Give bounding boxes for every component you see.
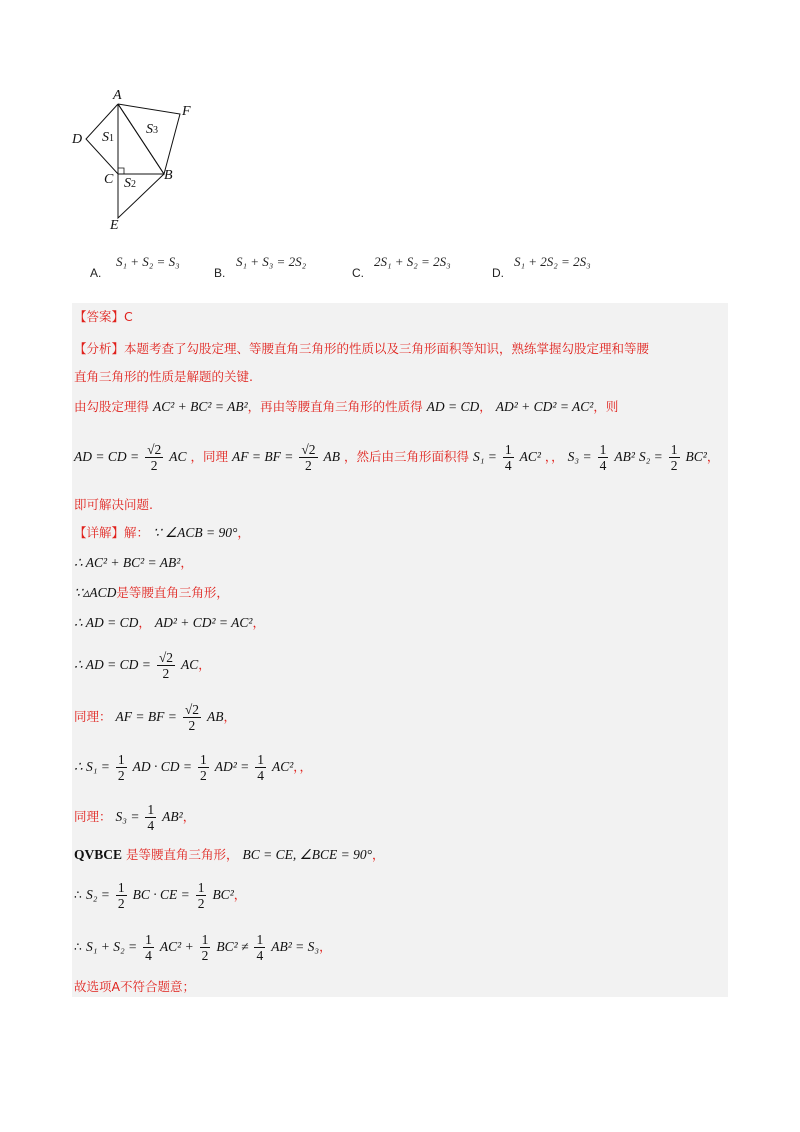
answer-options: A. S₁ + S₂ = S₃ B. S₁ + S₃ = 2S₂ C. 2S₁ + S₂ = 2S₃ D. S₁ + 2S₂ = 2S₃ bbox=[90, 254, 591, 280]
detail-line-12: 故选项A不符合题意； bbox=[74, 979, 196, 994]
analysis-line-5: 即可解决问题. bbox=[74, 497, 153, 512]
detail-line-8: 同理： S₃ = $\frac{1}{4}$ AB²， bbox=[74, 802, 196, 833]
detail-line-4: ∴ AD = CD， AD² + CD² = AC²， bbox=[74, 615, 265, 630]
point-F-label: F bbox=[182, 104, 191, 119]
detail-line-2: ∴ AC² + BC² = AB²， bbox=[74, 555, 193, 570]
detail-line-11: ∴ S₁ + S₂ = $\frac{1}{4}$ AC² + $\frac{1}{2}$ BC² ≠ $\frac{1}{4}$ AB² = S₃， bbox=[74, 932, 332, 963]
detail-line-1: 【详解】解： ∵ ∠ACB = 90°， bbox=[74, 525, 250, 540]
point-C-label: C bbox=[104, 172, 114, 187]
analysis-line-2: 直角三角形的性质是解题的关键. bbox=[74, 369, 253, 384]
point-A-label: A bbox=[113, 88, 122, 103]
detail-line-3: ∵▵ACD是等腰直角三角形， bbox=[74, 585, 229, 600]
detail-line-6: 同理： AF = BF = $\frac{√2}{2}$ AB， bbox=[74, 702, 236, 733]
area-S2-label: S2 bbox=[124, 176, 136, 191]
point-E-label: E bbox=[110, 218, 119, 233]
detail-line-9: QVBCE 是等腰直角三角形， BC = CE, ∠BCE = 90°， bbox=[74, 847, 385, 862]
area-S1-label: S1 bbox=[102, 130, 114, 145]
point-D-label: D bbox=[72, 132, 83, 147]
detail-line-10: ∴ S₂ = $\frac{1}{2}$ BC · CE = $\frac{1}{2}$ BC²， bbox=[74, 880, 247, 911]
detail-line-7: ∴ S₁ = $\frac{1}{2}$ AD · CD = $\frac{1}{2}$ AD² = $\frac{1}{4}$ AC²，， bbox=[74, 752, 313, 783]
area-S3-label: S3 bbox=[146, 122, 158, 137]
geometry-figure bbox=[68, 88, 208, 237]
point-B-label: B bbox=[164, 168, 173, 183]
answer-line: 【答案】C bbox=[74, 309, 133, 324]
analysis-line-3: 由勾股定理得 AC² + BC² = AB²，再由等腰直角三角形的性质得 AD = CD， AD² + CD² = AC²，则 bbox=[74, 399, 619, 414]
detail-line-5: ∴ AD = CD = $\frac{√2}{2}$ AC， bbox=[74, 650, 211, 681]
analysis-line-1: 【分析】本题考查了勾股定理、等腰直角三角形的性质以及三角形面积等知识，熟练掌握勾股定理和等腰 bbox=[74, 341, 650, 356]
analysis-line-4: AD = CD = $\frac{√2}{2}$ AC ，同理 AF = BF = $\frac{√2}{2}$ AB ，然后由三角形面积得 S₁ = $\frac{1}{4}$ AC² ，， S₃ = $\frac{1}{4}$ AB² S₂ = $\frac{1}{2}$ BC²， bbox=[74, 442, 720, 473]
